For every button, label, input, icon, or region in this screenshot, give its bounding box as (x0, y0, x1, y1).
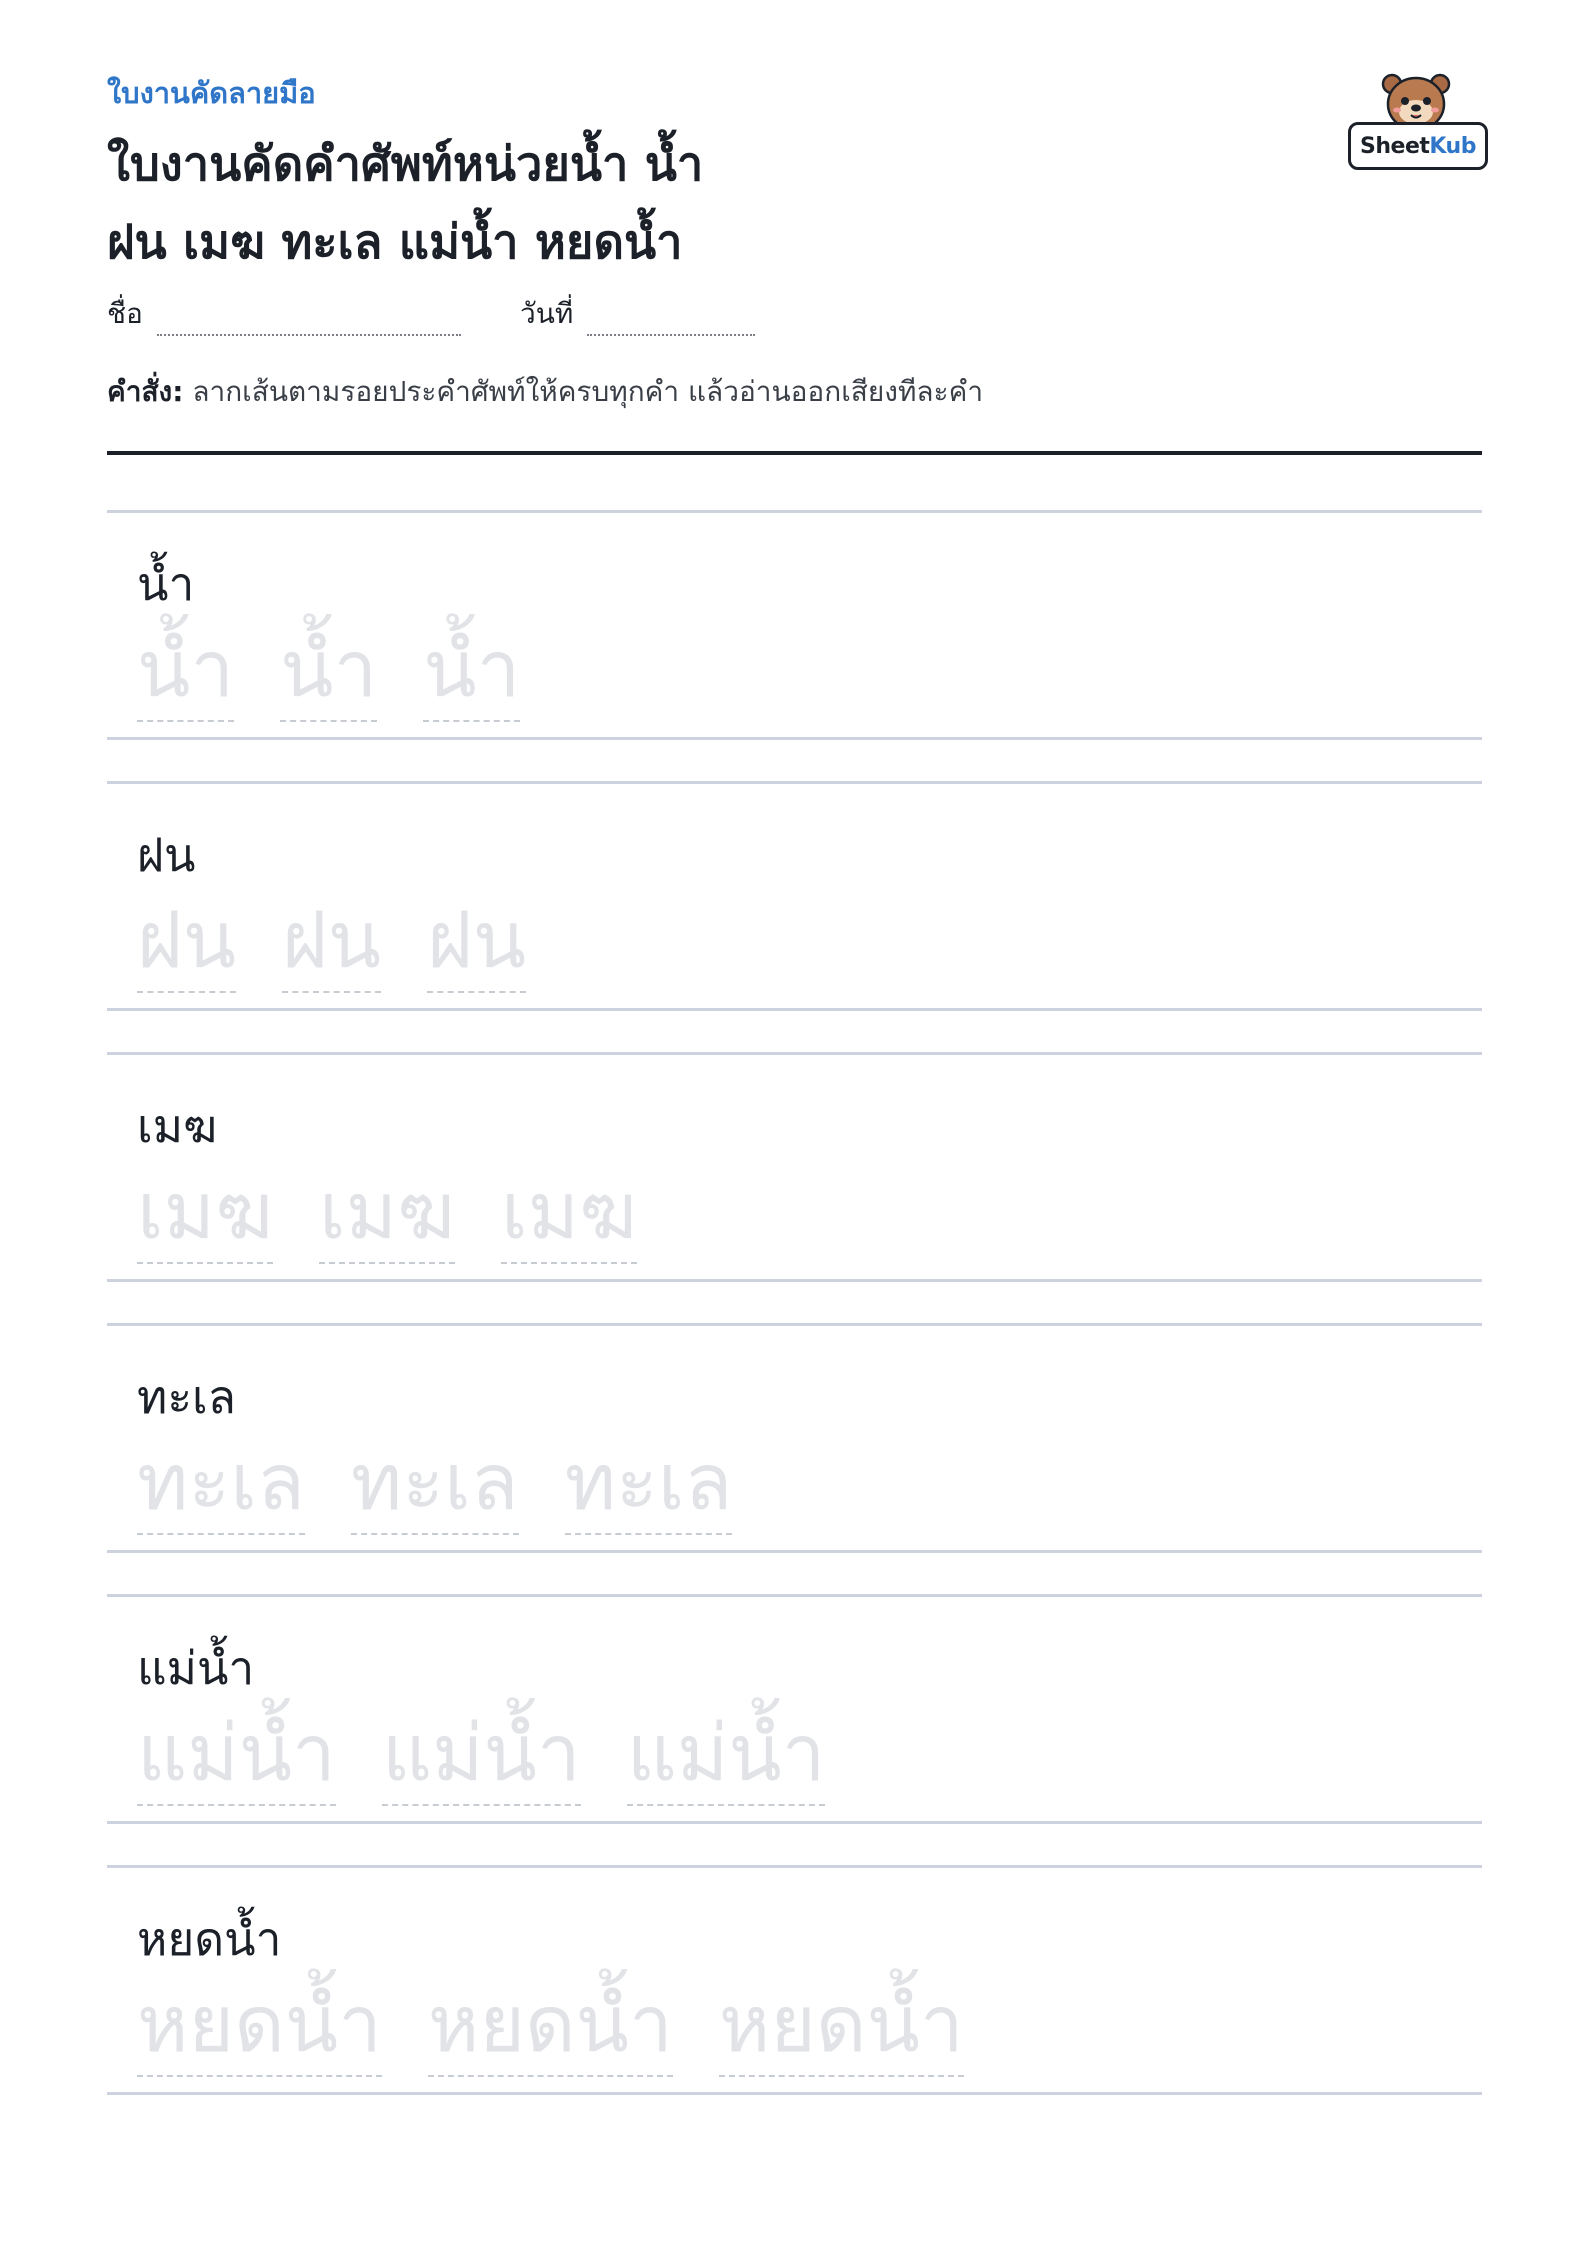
logo-brand-part2: Kub (1429, 133, 1476, 159)
trace-word[interactable]: ทะเล (351, 1435, 519, 1535)
worksheet-kicker: ใบงานคัดลายมือ (107, 76, 316, 110)
word-section-2 (107, 781, 1482, 1011)
section-bottom-line (107, 1279, 1482, 1282)
logo-brand-part1: Sheet (1360, 133, 1430, 159)
trace-word[interactable]: แม่น้ำ (627, 1706, 826, 1806)
section-bottom-line (107, 1008, 1482, 1011)
section-top-line (107, 1323, 1482, 1326)
word-section-4 (107, 1323, 1482, 1553)
trace-row (137, 1706, 825, 1806)
section-word: หยดน้ำ (137, 1912, 282, 1966)
section-top-line (107, 781, 1482, 784)
instruction (107, 370, 983, 414)
word-section-5 (107, 1594, 1482, 1824)
page-title-line-2: ฝน เมฆ ทะเล แม่น้ำ หยดน้ำ (107, 215, 683, 270)
section-word: ฝน (137, 828, 196, 882)
word-section-1 (107, 510, 1482, 740)
section-top-line (107, 1865, 1482, 1868)
section-bottom-line (107, 737, 1482, 740)
word-section-6 (107, 1865, 1482, 2095)
trace-row (137, 1435, 732, 1535)
instruction-label: คำสั่ง: (107, 375, 184, 408)
trace-word[interactable]: เมฆ (137, 1164, 273, 1264)
trace-word[interactable]: ฝน (282, 893, 381, 993)
instruction-text: ลากเส้นตามรอยประคำศัพท์ให้ครบทุกคำ แล้วอ่านออกเสียงทีละคำ (183, 375, 984, 408)
trace-word[interactable]: เมฆ (319, 1164, 455, 1264)
trace-word[interactable]: ฝน (137, 893, 236, 993)
trace-word[interactable]: เมฆ (501, 1164, 637, 1264)
trace-row (137, 1164, 637, 1264)
name-line[interactable] (157, 306, 461, 336)
section-word: น้ำ (137, 557, 195, 611)
name-label: ชื่อ (107, 297, 143, 330)
logo-badge (1348, 122, 1488, 170)
trace-word[interactable]: น้ำ (423, 622, 520, 722)
trace-word[interactable]: แม่น้ำ (382, 1706, 581, 1806)
section-top-line (107, 1594, 1482, 1597)
student-info-row (107, 292, 1487, 332)
section-word: เมฆ (137, 1099, 218, 1153)
trace-word[interactable]: ทะเล (137, 1435, 305, 1535)
date-line[interactable] (587, 306, 755, 336)
trace-word[interactable]: หยดน้ำ (428, 1977, 673, 2077)
word-section-3 (107, 1052, 1482, 1282)
trace-word[interactable]: หยดน้ำ (719, 1977, 964, 2077)
header-divider (107, 451, 1482, 455)
trace-row (137, 1977, 964, 2077)
page-title (107, 126, 1007, 282)
section-word: ทะเล (137, 1370, 236, 1424)
trace-word[interactable]: น้ำ (280, 622, 377, 722)
section-top-line (107, 510, 1482, 513)
section-bottom-line (107, 2092, 1482, 2095)
section-word: แม่น้ำ (137, 1641, 255, 1695)
trace-row (137, 893, 526, 993)
trace-word[interactable]: น้ำ (137, 622, 234, 722)
trace-word[interactable]: ทะเล (565, 1435, 733, 1535)
section-bottom-line (107, 1550, 1482, 1553)
date-field[interactable] (520, 292, 755, 336)
trace-row (137, 622, 520, 722)
name-field[interactable] (107, 292, 461, 336)
section-top-line (107, 1052, 1482, 1055)
sheetkub-logo (1348, 68, 1488, 172)
trace-word[interactable]: ฝน (427, 893, 526, 993)
date-label: วันที่ (520, 297, 574, 330)
trace-word[interactable]: หยดน้ำ (137, 1977, 382, 2077)
section-bottom-line (107, 1821, 1482, 1824)
page-title-line-1: ใบงานคัดคำศัพท์หน่วยน้ำ น้ำ (107, 137, 704, 192)
trace-word[interactable]: แม่น้ำ (137, 1706, 336, 1806)
